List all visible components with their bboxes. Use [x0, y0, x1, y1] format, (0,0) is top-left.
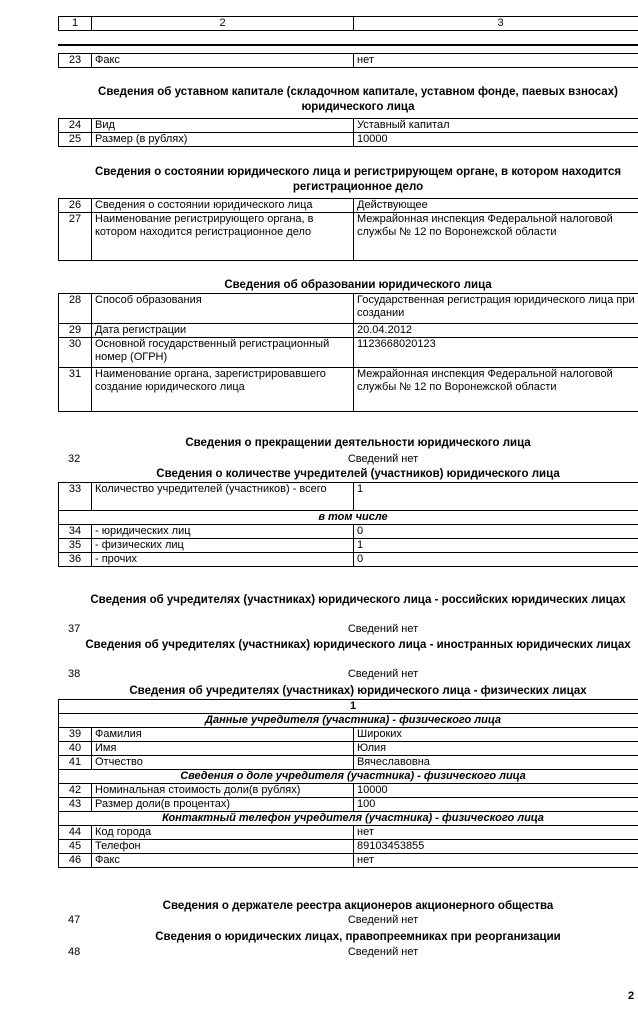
no-data-text: Сведений нет: [347, 914, 419, 926]
row-num: 31: [59, 368, 92, 412]
subheading-phone: Контактный телефон учредителя (участника) - физического лица: [59, 812, 638, 826]
section-heading-termination: Сведения о прекращении деятельности юридического лица: [185, 437, 531, 449]
row-label: Наименование регистрирующего органа, в котором находится регистрационное дело: [92, 213, 354, 261]
section-heading-formation: Сведения об образовании юридического лица: [224, 279, 492, 291]
section-heading-ru-legal: Сведения об учредителях (участниках) юридического лица - российских юридических лицах: [90, 594, 626, 606]
row-label: Основной государственный регистрационный номер (ОГРН): [92, 338, 354, 368]
row-num: 28: [59, 294, 92, 324]
row-value: нет: [354, 826, 638, 840]
row-num: 45: [59, 840, 92, 854]
row-value: 89103453855: [354, 840, 638, 854]
row-label: Вид: [92, 119, 354, 133]
row-num: 34: [59, 525, 92, 539]
section-heading-individuals: Сведения об учредителях (участниках) юридического лица - физических лицах: [129, 685, 587, 697]
no-data-text: Сведений нет: [347, 453, 419, 465]
section-heading-capital: Сведения об уставном капитале (складочном капитале, уставном фонде, паевых взносах): [98, 86, 618, 98]
capital-table: [58, 118, 638, 147]
row-num: 40: [59, 742, 92, 756]
row-num: 25: [59, 133, 92, 147]
row-value: Государственная регистрация юридического лица при создании: [354, 294, 638, 324]
section-heading-state: Сведения о состоянии юридического лица и регистрирующем органе, в котором находится: [94, 166, 622, 178]
formation-table: [58, 293, 638, 412]
row-num: 26: [59, 199, 92, 213]
row-num: 37: [68, 623, 81, 635]
row-num: 35: [59, 539, 92, 553]
row-value: нет: [354, 854, 638, 868]
row-label: Номинальная стоимость доли(в рублях): [92, 784, 354, 798]
row-num: 38: [68, 668, 81, 680]
row-num: 44: [59, 826, 92, 840]
row-num: 24: [59, 119, 92, 133]
row-label: Факс: [92, 54, 354, 68]
row-label: - юридических лиц: [92, 525, 354, 539]
row-num: 46: [59, 854, 92, 868]
row-value: 10000: [354, 133, 638, 147]
subheading-founder-data: Данные учредителя (участника) - физического лица: [59, 714, 638, 728]
no-data-text: Сведений нет: [347, 946, 419, 958]
row-label: Код города: [92, 826, 354, 840]
including-subheading: в том числе: [59, 511, 638, 525]
table-header: [58, 16, 638, 31]
section-heading-foreign-legal: Сведения об учредителях (участниках) юридического лица - иностранных юридических лицах: [85, 639, 631, 651]
row-value: 0: [354, 525, 638, 539]
row-value: 1: [354, 483, 638, 511]
row-num: 43: [59, 798, 92, 812]
row-label: Размер (в рублях): [92, 133, 354, 147]
row-value: Широких: [354, 728, 638, 742]
row-label: Телефон: [92, 840, 354, 854]
section-heading-registrar: Сведения о держателе реестра акционеров акционерного общества: [162, 900, 554, 912]
row-value: Действующее: [354, 199, 638, 213]
row-num: 41: [59, 756, 92, 770]
section-heading-capital-2: юридического лица: [301, 101, 415, 113]
header-col-2: 2: [92, 17, 354, 31]
row-value: Уставный капитал: [354, 119, 638, 133]
subheading-share: Сведения о доле учредителя (участника) - физического лица: [59, 770, 638, 784]
row-num: 42: [59, 784, 92, 798]
row-value: нет: [354, 54, 638, 68]
state-table: [58, 198, 638, 261]
row-label: Сведения о состоянии юридического лица: [92, 199, 354, 213]
row-label: Отчество: [92, 756, 354, 770]
row-num: 47: [68, 914, 81, 926]
row-label: Дата регистрации: [92, 324, 354, 338]
section-heading-founders-count: Сведения о количестве учредителей (участников) юридического лица: [156, 468, 560, 480]
row-num: 23: [59, 54, 92, 68]
row-value: 20.04.2012: [354, 324, 638, 338]
section-heading-state-2: регистрационное дело: [292, 181, 424, 193]
row-num: 33: [59, 483, 92, 511]
row-value: Межрайонная инспекция Федеральной налоговой службы № 12 по Воронежской области: [354, 213, 638, 261]
row-num: 29: [59, 324, 92, 338]
row-label: - физических лиц: [92, 539, 354, 553]
founder-index: 1: [59, 700, 638, 714]
row-value: 100: [354, 798, 638, 812]
row-label: Наименование органа, зарегистрировавшего создание юридического лица: [92, 368, 354, 412]
row-label: Количество учредителей (участников) - всего: [92, 483, 354, 511]
row-num: 32: [68, 453, 81, 465]
row-label: Размер доли(в процентах): [92, 798, 354, 812]
row-num: 48: [68, 946, 81, 958]
header-col-1: 1: [59, 17, 92, 31]
row-label: - прочих: [92, 553, 354, 567]
table-row: [58, 53, 638, 68]
row-value: 10000: [354, 784, 638, 798]
row-value: Вячеславовна: [354, 756, 638, 770]
row-num: 39: [59, 728, 92, 742]
page-number: 2: [628, 990, 635, 1002]
row-num: 30: [59, 338, 92, 368]
row-num: 36: [59, 553, 92, 567]
divider: [58, 44, 638, 46]
individuals-table: [58, 699, 638, 868]
row-value: Юлия: [354, 742, 638, 756]
no-data-text: Сведений нет: [347, 668, 419, 680]
row-value: 0: [354, 553, 638, 567]
section-heading-successors: Сведения о юридических лицах, правопреемниках при реорганизации: [155, 931, 561, 943]
header-col-3: 3: [354, 17, 638, 31]
no-data-text: Сведений нет: [347, 623, 419, 635]
row-value: 1123668020123: [354, 338, 638, 368]
row-value: 1: [354, 539, 638, 553]
row-label: Факс: [92, 854, 354, 868]
founders-count-table: [58, 482, 638, 567]
row-num: 27: [59, 213, 92, 261]
row-label: Способ образования: [92, 294, 354, 324]
row-label: Имя: [92, 742, 354, 756]
row-label: Фамилия: [92, 728, 354, 742]
row-value: Межрайонная инспекция Федеральной налоговой службы № 12 по Воронежской области: [354, 368, 638, 412]
